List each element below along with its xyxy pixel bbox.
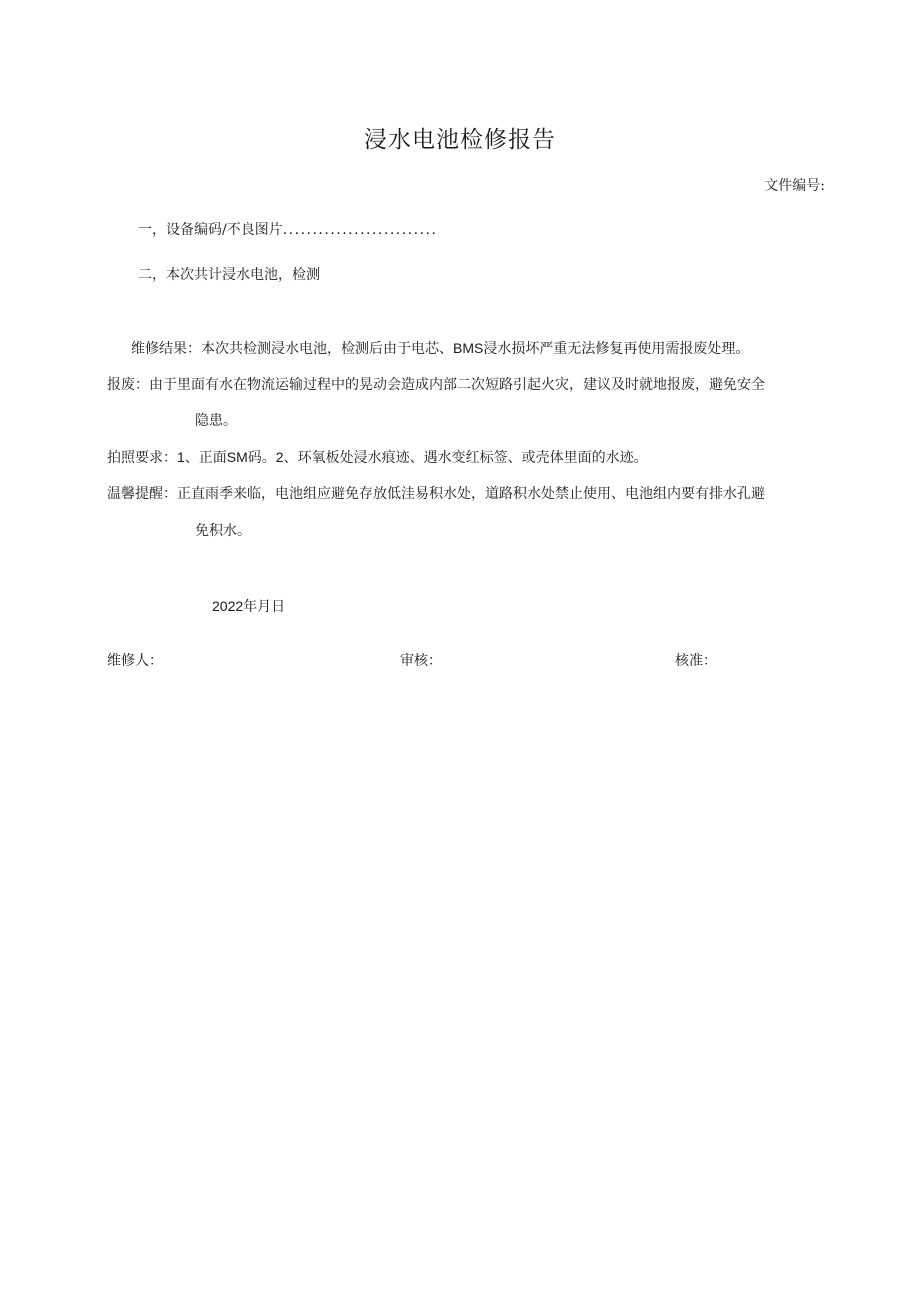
dot-leader: ..........................	[282, 222, 438, 238]
photo-req-part3: 码。	[247, 450, 276, 466]
tip-paragraph-line1: 温馨提醒：正直雨季来临，电池组应避免存放低洼易积水处，道路积水处禁止使用、电池组内要有排水孔避	[107, 486, 765, 502]
signature-reviewer: 审核：	[400, 653, 442, 669]
photo-req-label: 拍照要求：	[107, 450, 177, 466]
report-date	[212, 596, 285, 616]
report-date-rest: 年月日	[243, 599, 286, 615]
scrap-paragraph-line1: 报废：由于里面有水在物流运输过程中的晃动会造成内部二次短路引起火灾，建议及时就地报废，避免安全	[107, 377, 765, 393]
repair-result	[131, 338, 749, 358]
photo-requirements	[107, 447, 648, 467]
repair-result-prefix: 维修结果：本次共检测浸水电池，检测后由于电芯、	[131, 341, 453, 357]
tip-paragraph-line2: 免积水。	[195, 523, 251, 539]
section-device-code	[138, 219, 437, 239]
file-number-label: 文件编号:	[764, 178, 825, 194]
photo-req-part2: 、正面	[184, 450, 227, 466]
signature-repairer: 维修人：	[107, 653, 163, 669]
report-date-year: 2022	[212, 598, 244, 614]
section-device-code-text: 一，设备编码/不良图片	[138, 222, 283, 238]
photo-req-part4: 、环氧板处浸水痕迹、遇水变红标签、或壳体里面的水迹。	[283, 450, 648, 466]
signature-approver: 核准：	[675, 653, 717, 669]
repair-result-suffix: 浸水损坏严重无法修复再使用需报废处理。	[483, 341, 750, 357]
document-title: 浸水电池检修报告	[364, 127, 556, 153]
scrap-paragraph-line2: 隐患。	[195, 413, 237, 429]
section-battery-count: 二，本次共计浸水电池，检测	[138, 267, 320, 283]
photo-req-sm: SM	[226, 449, 248, 465]
photo-req-num2: 2	[275, 449, 284, 465]
repair-result-bms: BMS	[453, 340, 484, 356]
photo-req-num1: 1	[177, 449, 185, 465]
